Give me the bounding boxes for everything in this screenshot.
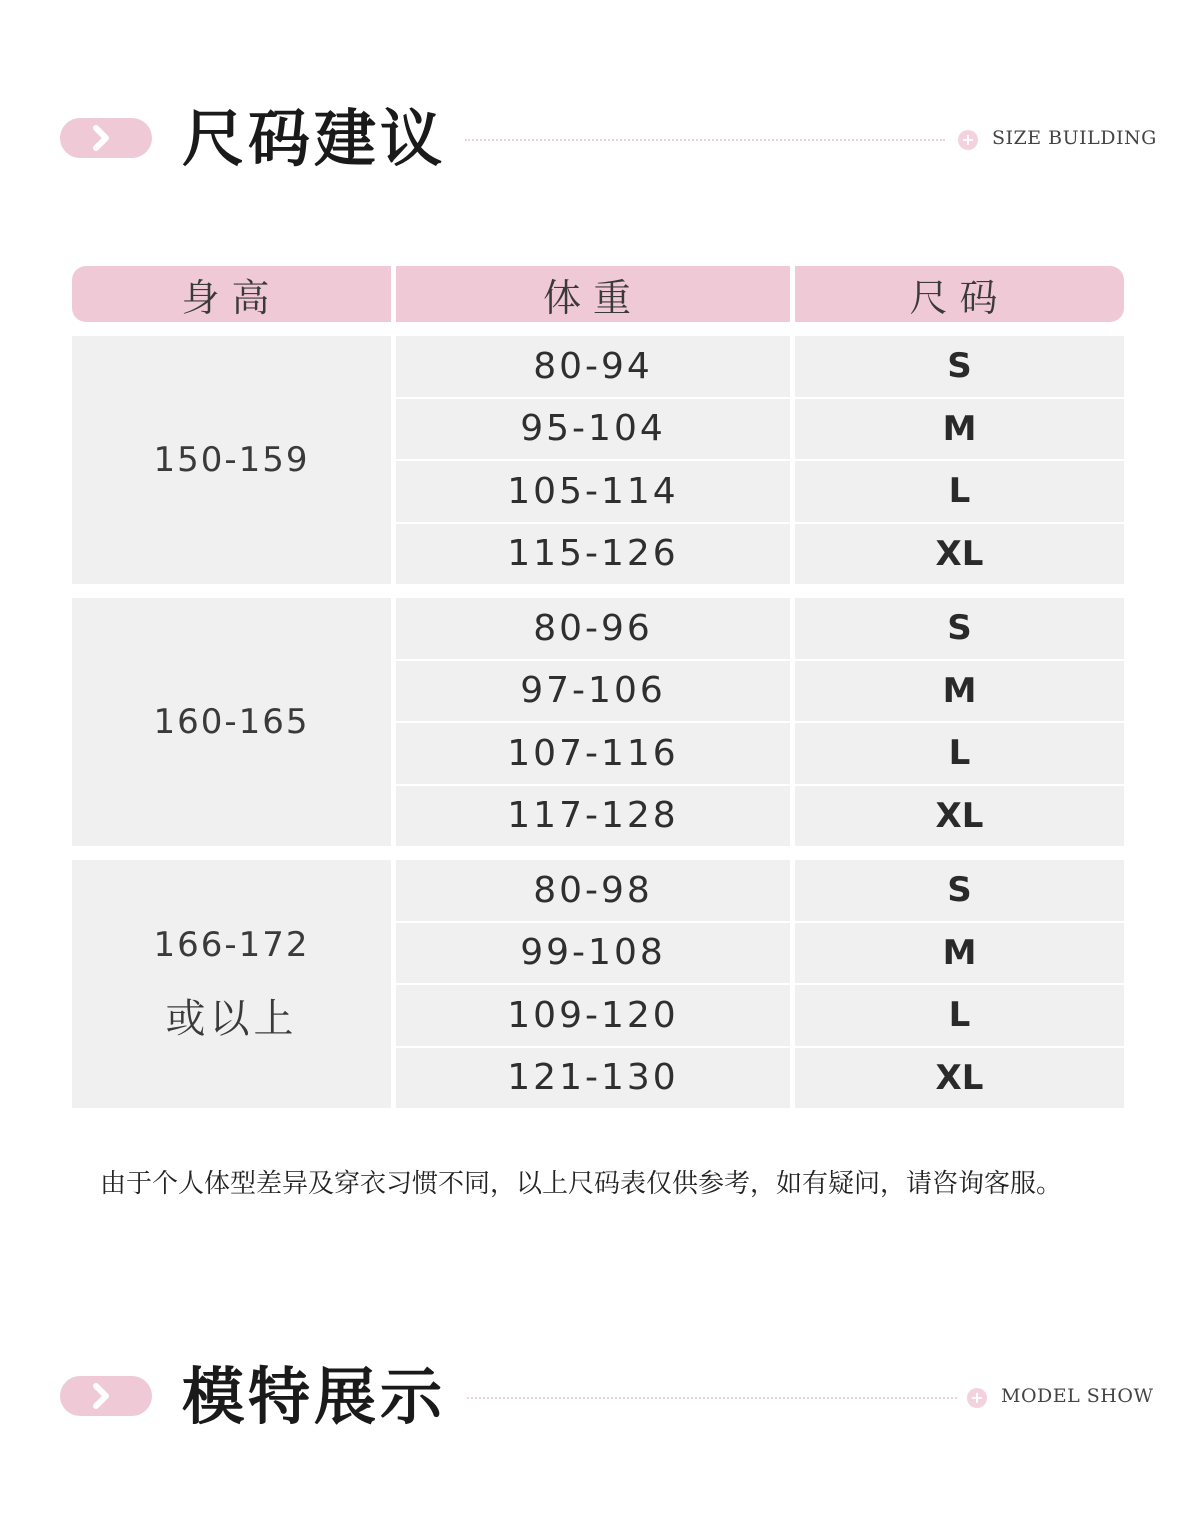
plus-circle-icon: + [967, 1388, 987, 1408]
plus-circle-icon: + [958, 130, 978, 150]
height-range: 150-159 [153, 440, 310, 480]
disclaimer-note: 由于个人体型差异及穿衣习惯不同，以上尺码表仅供参考，如有疑问，请咨询客服。 [100, 1169, 1063, 1199]
weight-cell: 109-120 [396, 985, 790, 1046]
size-cell: L [795, 723, 1124, 784]
size-cell: M [795, 923, 1124, 984]
size-cell: L [795, 985, 1124, 1046]
table-row [396, 1046, 1124, 1109]
height-note: 或以上 [165, 995, 298, 1042]
size-cell: M [795, 399, 1124, 460]
table-row [396, 983, 1124, 1046]
weight-cell: 95-104 [396, 399, 790, 460]
height-cell [72, 598, 391, 846]
group-rows [396, 860, 1124, 1108]
size-cell: XL [795, 1048, 1124, 1109]
section-title: 尺码建议 [182, 102, 447, 175]
header-size: 尺码 [790, 266, 1124, 322]
weight-cell: 121-130 [396, 1048, 790, 1109]
height-range: 166-172 [153, 924, 310, 965]
table-row [396, 459, 1124, 522]
size-cell: S [795, 860, 1124, 921]
size-table [72, 266, 1124, 1099]
size-section-header [0, 90, 1200, 190]
section-title: 模特展示 [182, 1360, 447, 1433]
table-row [396, 784, 1124, 847]
table-row [396, 860, 1124, 921]
table-row [396, 522, 1124, 585]
model-section-header [0, 1348, 1200, 1448]
chevron-right-icon [90, 125, 116, 151]
weight-cell: 115-126 [396, 524, 790, 585]
group-rows [396, 336, 1124, 584]
table-row [396, 336, 1124, 397]
size-cell: XL [795, 786, 1124, 847]
chevron-right-icon [90, 1383, 116, 1409]
size-cell: S [795, 336, 1124, 397]
weight-cell: 80-96 [396, 598, 790, 659]
size-cell: S [795, 598, 1124, 659]
table-row [396, 921, 1124, 984]
section-english-label: MODEL SHOW [1001, 1385, 1154, 1407]
divider [467, 1397, 957, 1399]
section-english-label: SIZE BUILDING [992, 127, 1157, 149]
weight-cell: 107-116 [396, 723, 790, 784]
header-weight: 体重 [391, 266, 790, 322]
size-cell: XL [795, 524, 1124, 585]
table-row [396, 397, 1124, 460]
weight-cell: 80-98 [396, 860, 790, 921]
height-cell [72, 860, 391, 1108]
table-row [396, 721, 1124, 784]
header-height: 身高 [181, 275, 282, 320]
size-cell: M [795, 661, 1124, 722]
height-range: 160-165 [153, 702, 310, 742]
height-group [72, 336, 1124, 584]
height-group [72, 860, 1124, 1108]
height-group [72, 598, 1124, 846]
weight-cell: 105-114 [396, 461, 790, 522]
section-pill [60, 1376, 152, 1416]
weight-cell: 99-108 [396, 923, 790, 984]
weight-cell: 97-106 [396, 661, 790, 722]
weight-cell: 80-94 [396, 336, 790, 397]
table-row [396, 659, 1124, 722]
height-cell [72, 336, 391, 584]
weight-cell: 117-128 [396, 786, 790, 847]
group-rows [396, 598, 1124, 846]
table-row [396, 598, 1124, 659]
section-pill [60, 118, 152, 158]
size-cell: L [795, 461, 1124, 522]
divider [465, 139, 945, 141]
table-header [72, 266, 1124, 322]
